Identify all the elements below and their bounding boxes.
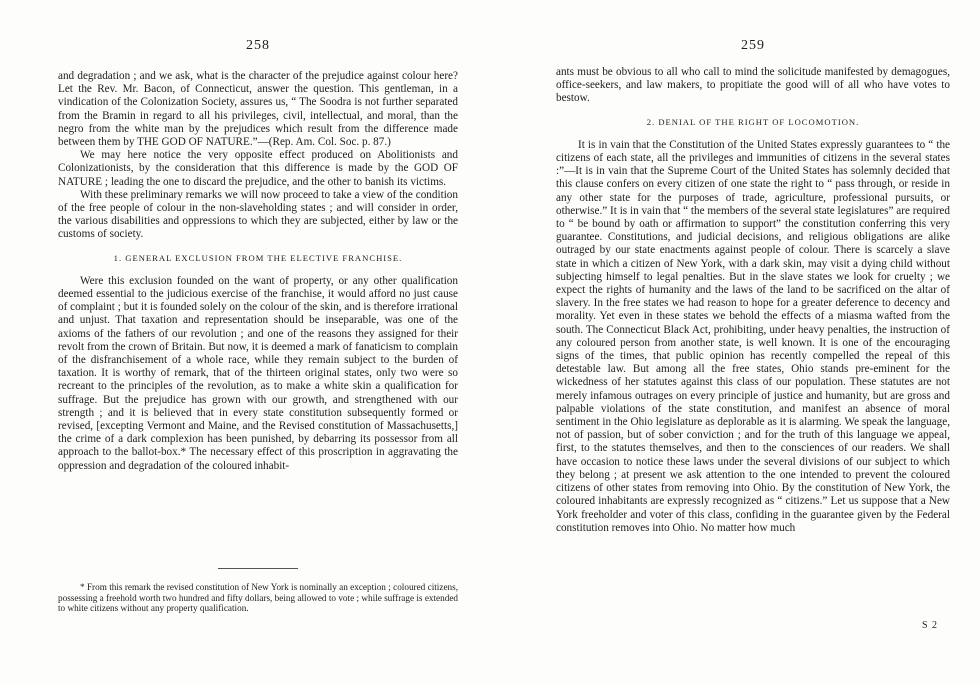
paragraph: We may here notice the very opposite effect produced on Abolitionists and Colonizationists, by the consideration that this difference is made by the GOD OF NATURE ; leading the one to discard the prejudice, and the other to banish its victims. — [58, 149, 458, 188]
page-body — [58, 70, 458, 473]
paragraph: Were this exclusion founded on the want of property, or any other qualification deemed essential to the judicious exercise of the franchise, it would afford no just cause of complaint ; but it is founded solely on the colour of the skin, and is therefore irrational and unjust. That taxation and representation should be inseparable, was one of the axioms of the fathers of our revolution ; and one of the reasons they assigned for their revolt from the crown of Britain. But now, it is deemed a mark of fanaticism to complain of the disfranchisement of a whole race, while they remain subject to the burden of taxation. It is worthy of remark, that of the thirteen original states, only two were so recreant to the principles of the revolution, as to make a white skin a qualification for suffrage. But the prejudice has grown with our growth, and strengthened with our strength ; and it is believed that in every state constitution subsequently formed or revised, [excepting Vermont and Maine, and the Revised constitution of Massachusetts,] the crime of a dark complexion has been punished, by debarring its possessor from all approach to the ballot-box.* The necessary effect of this proscription in aggravating the oppression and degradation of the coloured inhabit- — [58, 274, 458, 472]
right-page — [556, 0, 950, 682]
left-page — [58, 0, 458, 682]
signature-mark: S 2 — [921, 620, 938, 631]
footnote: * From this remark the revised constitution of New York is nominally an exception ; coloured citizens, possessing a freehold worth two hundred and fifty dollars, being allowed to vote ; while suffrage is extended to white citizens without any property qualification. — [58, 582, 458, 614]
paragraph: and degradation ; and we ask, what is the character of the prejudice against colour here? Let the Rev. Mr. Bacon, of Connecticut, answer the question. This gentleman, in a vindication of the Colonization Society, assures us, “ The Soodra is not further separated from the Bramin in regard to all his privileges, civil, intellectual, and moral, than the negro from the white man by the prejudices which result from the difference made between them by THE GOD OF NATURE.”—(Rep. Am. Col. Soc. p. 87.) — [58, 70, 458, 149]
page-number: 259 — [741, 38, 765, 53]
footnote-rule — [218, 568, 298, 569]
paragraph: It is in vain that the Constitution of the United States expressly guarantees to “ the citizens of each state, all the privileges and immunities of citizens in the several states :”—It is in vain that the Supreme Court of the United States has solemnly decided that this clause confers on every citizen of one state the right to “ pass through, or reside in any other state for the purposes of trade, agriculture, professional pursuits, or otherwise.” It is in vain that “ the members of the several state legislatures” are required to “ be bound by oath or affirmation to support” the constitution conferring this very guarantee. Constitutions, and judicial decisions, and religious obligations are alike outraged by our state enactments against people of colour. There is scarcely a slave state in which a citizen of New York, with a dark skin, may visit a dying child without subjecting himself to legal penalties. But in the slave states we look for cruelty ; we expect the rights of humanity and the laws of the land to be sacrificed on the altar of slavery. In the free states we had reason to hope for a greater deference to decency and morality. Yet even in these states we behold the effects of a miasma wafted from the south. The Connecticut Black Act, prohibiting, under heavy penalties, the instruction of any coloured person from another state, is well known. It is one of the encouraging signs of the times, that public opinion has recently compelled the repeal of this detestable law. But among all the free states, Ohio stands pre-eminent for the wickedness of her statutes against this class of our population. These statutes are not merely infamous outrages on every principle of justice and humanity, but are gross and palpable violations of the state constitution, and manifest an absence of moral sentiment in the Ohio legislature as deplorable as it is alarming. We speak the language, not of passion, but of sober conviction ; and for the truth of this language we appeal, first, to the statutes themselves, and then to the consciences of our readers. We shall have occasion to notice these laws under the several divisions of our subject to which they belong ; at present we ask attention to the one intended to prevent the coloured citizens of other states from removing into Ohio. By the constitution of New York, the coloured inhabitants are expressly recognized as “ citizens.” Let us suppose that a New York freeholder and voter of this class, confiding in the guarantee given by the Federal constitution removes into Ohio. No matter how much — [556, 138, 950, 534]
page-body — [556, 66, 950, 535]
section-heading: 1. GENERAL EXCLUSION FROM THE ELECTIVE FRANCHISE. — [113, 252, 403, 263]
paragraph: ants must be obvious to all who call to mind the solicitude manifested by demagogues, office-seekers, and law makers, to propitiate the good will of all who have votes to bestow. — [556, 66, 950, 105]
page-number: 258 — [246, 38, 270, 53]
paragraph: With these preliminary remarks we will now proceed to take a view of the condition of the free people of colour in the non-slaveholding states ; and will consider in order, the various disabilities and oppressions to which they are subjected, either by law or the customs of society. — [58, 188, 458, 241]
section-heading: 2. DENIAL OF THE RIGHT OF LOCOMOTION. — [646, 116, 860, 127]
